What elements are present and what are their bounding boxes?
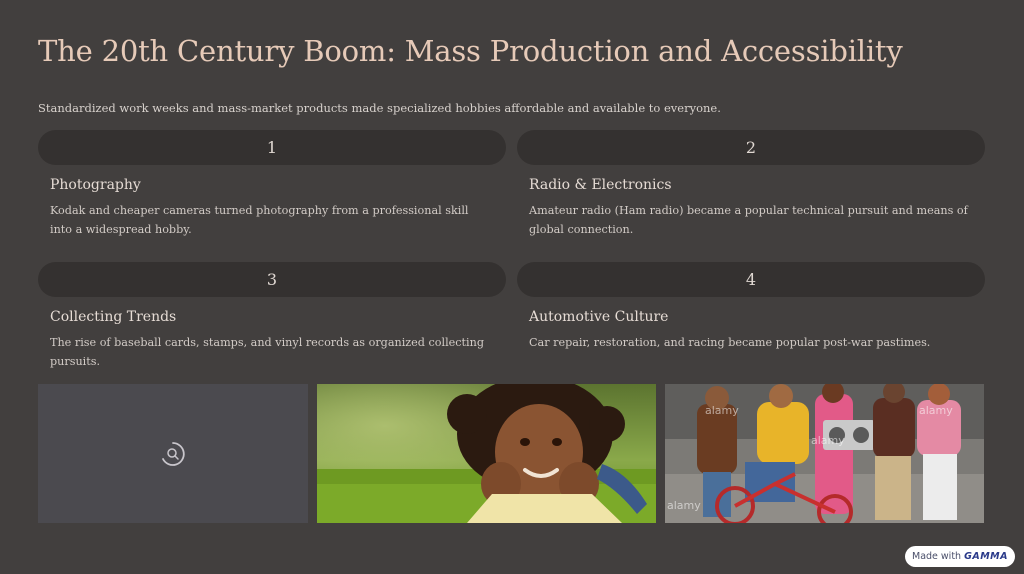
slide-title: The 20th Century Boom: Mass Production and Accessibility <box>38 34 903 68</box>
child-in-grass-photo <box>317 384 656 523</box>
photo-watermark: alamy <box>705 404 739 417</box>
made-with-gamma-badge[interactable] <box>905 546 1015 567</box>
photo-watermark: alamy <box>811 434 845 447</box>
friends-with-bicycle-photo <box>665 384 984 523</box>
card-title: Photography <box>50 177 141 193</box>
photo-watermark: alamy <box>667 499 701 512</box>
card-description: Car repair, restoration, and racing became popular post-war pastimes. <box>529 336 931 349</box>
card-title: Automotive Culture <box>529 309 669 325</box>
card-photography <box>38 130 506 239</box>
gamma-logo: GAMMA <box>964 551 1008 562</box>
badge-prefix: Made with <box>912 551 962 562</box>
card-description: Amateur radio (Ham radio) became a popular technical pursuit and means of global connection. <box>529 204 968 236</box>
card-number-pill: 1 <box>38 130 506 165</box>
card-collecting-trends <box>38 262 506 371</box>
loading-search-icon <box>158 439 188 469</box>
card-number-pill: 4 <box>517 262 985 297</box>
card-number-pill: 2 <box>517 130 985 165</box>
slide-subtitle: Standardized work weeks and mass-market products made specialized hobbies affordable and available to everyone. <box>38 101 721 115</box>
card-title: Radio & Electronics <box>529 177 672 193</box>
card-radio-electronics <box>517 130 985 239</box>
card-number-pill: 3 <box>38 262 506 297</box>
card-description: Kodak and cheaper cameras turned photography from a professional skill into a widespread hobby. <box>50 204 469 236</box>
photo-watermark: alamy <box>919 404 953 417</box>
card-automotive-culture <box>517 262 985 352</box>
card-description: The rise of baseball cards, stamps, and vinyl records as organized collecting pursuits. <box>50 336 484 368</box>
image-placeholder <box>38 384 308 523</box>
card-title: Collecting Trends <box>50 309 177 325</box>
